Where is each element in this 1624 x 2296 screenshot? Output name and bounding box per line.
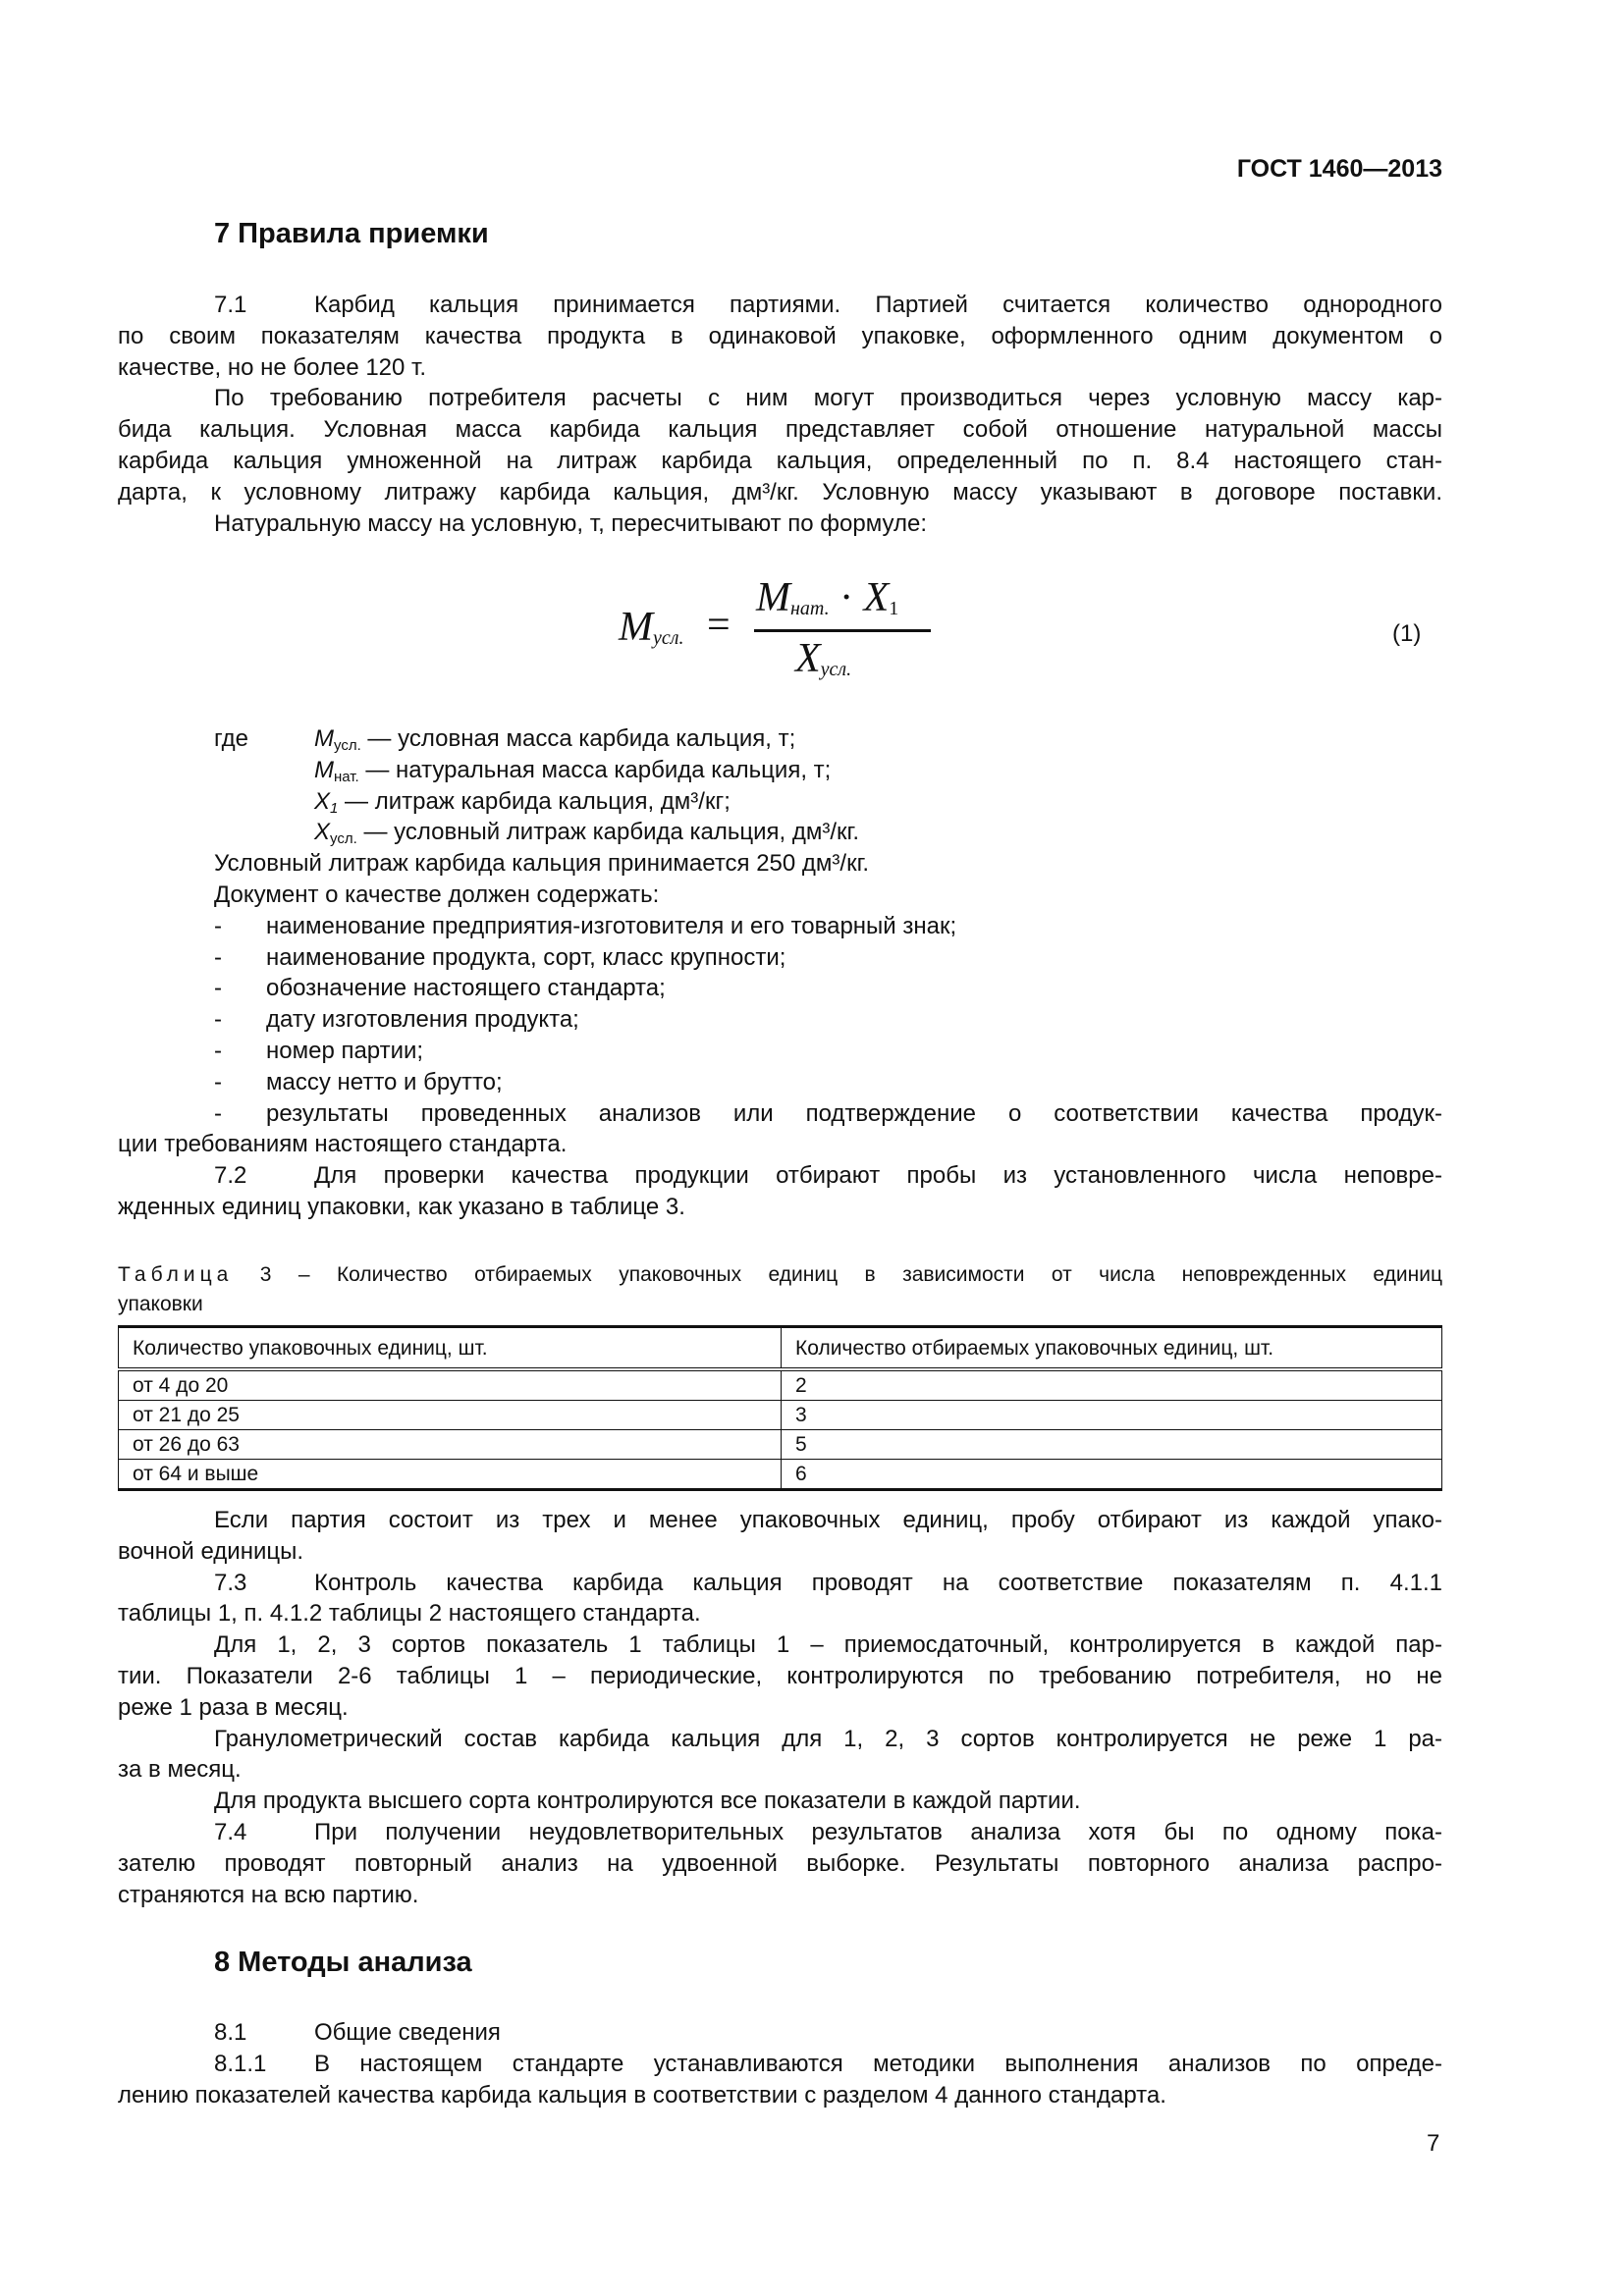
list-bullet: - bbox=[214, 1068, 222, 1095]
line-text: вочной единицы. bbox=[118, 1537, 304, 1565]
line-text: обозначение настоящего стандарта; bbox=[266, 975, 666, 1002]
table-row bbox=[119, 1460, 1442, 1490]
line-text: Условный литраж карбида кальция принимается 250 дм³/кг. bbox=[214, 850, 870, 878]
text-line bbox=[118, 1098, 1442, 1130]
text-line bbox=[118, 2080, 1442, 2111]
text-line bbox=[118, 446, 1442, 477]
clause-number: 8.1 bbox=[214, 2019, 247, 2046]
text-line bbox=[118, 1817, 1442, 1848]
text-line bbox=[118, 508, 1442, 540]
line-text: результаты проведенных анализов или подтверждение о соответствии качества продук- bbox=[266, 1099, 1442, 1127]
where-item bbox=[118, 786, 1442, 818]
formula-equals: = bbox=[707, 603, 731, 648]
text-line bbox=[118, 321, 1442, 352]
table-header-row bbox=[119, 1327, 1442, 1370]
line-text: Документ о качестве должен содержать: bbox=[214, 881, 660, 908]
text-line bbox=[118, 1754, 1442, 1786]
table-cell: 3 bbox=[782, 1401, 1442, 1430]
symbol: X bbox=[314, 819, 331, 846]
text-line bbox=[118, 477, 1442, 508]
clause-number: 7.4 bbox=[214, 1818, 247, 1845]
line-text: Для продукта высшего сорта контролируются все показатели в каждой партии. bbox=[214, 1788, 1081, 1815]
table-cell: от 4 до 20 bbox=[119, 1369, 782, 1401]
text-block-7-1 bbox=[118, 290, 1442, 539]
line-text: При получении неудовлетворительных результатов анализа хотя бы по одному пока- bbox=[314, 1818, 1442, 1845]
symbol-subscript: усл. bbox=[334, 737, 361, 754]
where-item bbox=[118, 755, 1442, 786]
line-text: Для 1, 2, 3 сортов показатель 1 таблицы 1 – приемосдаточный, контролируется в каждой пар- bbox=[214, 1631, 1442, 1659]
line-text: По требованию потребителя расчеты с ним могут производиться через условную массу кар- bbox=[214, 385, 1442, 412]
text-line bbox=[118, 1067, 1442, 1098]
text-line bbox=[118, 1505, 1442, 1536]
line-text: лению показателей качества карбида кальция в соответствии с разделом 4 данного стандарта. bbox=[118, 2081, 1166, 2109]
text-line bbox=[118, 383, 1442, 414]
text-line bbox=[118, 1786, 1442, 1817]
text-line bbox=[118, 2049, 1442, 2080]
text-line bbox=[118, 1661, 1442, 1692]
formula-lhs: $M_{усл.}$ bbox=[619, 605, 684, 650]
text-line bbox=[118, 911, 1442, 942]
line-text: качестве, но не более 120 т. bbox=[118, 353, 427, 381]
text-line bbox=[118, 414, 1442, 446]
text-line bbox=[118, 942, 1442, 974]
line-text: жденных единиц упаковки, как указано в таблице 3. bbox=[118, 1193, 685, 1220]
text-line bbox=[118, 1629, 1442, 1661]
column-header: Количество отбираемых упаковочных единиц, шт. bbox=[782, 1327, 1442, 1370]
formula-number: (1) bbox=[1392, 620, 1422, 647]
text-line bbox=[118, 1598, 1442, 1629]
symbol-subscript: 1 bbox=[330, 799, 339, 817]
text-line bbox=[118, 880, 1442, 911]
text-line bbox=[118, 1004, 1442, 1036]
line-text: наименование предприятия-изготовителя и его товарный знак; bbox=[266, 912, 957, 939]
line-text: карбида кальция умноженной на литраж карбида кальция, определенный по п. 8.4 настоящего стан- bbox=[118, 447, 1442, 474]
formula-numerator: $M_{нат.} \cdot X_1$ bbox=[756, 575, 899, 620]
text-line bbox=[118, 1192, 1442, 1223]
line-text: Для проверки качества продукции отбирают пробы из установленного числа неповре- bbox=[314, 1162, 1442, 1190]
text-line bbox=[118, 1724, 1442, 1755]
where-block bbox=[118, 723, 1442, 1223]
where-label: где bbox=[214, 725, 249, 752]
list-bullet: - bbox=[214, 1099, 222, 1127]
where-item bbox=[118, 817, 1442, 848]
formula-denominator: $X_{усл.}$ bbox=[795, 636, 852, 681]
line-text: страняются на всю партию. bbox=[118, 1881, 419, 1908]
table-row bbox=[119, 1401, 1442, 1430]
table-3 bbox=[118, 1325, 1442, 1491]
fraction-bar bbox=[754, 629, 931, 632]
line-text: дарта, к условному литражу карбида кальция, дм³/кг. Условную массу указывают в договоре поставки. bbox=[118, 478, 1442, 506]
line-text: номер партии; bbox=[266, 1037, 424, 1064]
line-text: Общие сведения bbox=[314, 2019, 501, 2046]
text-line bbox=[118, 1160, 1442, 1192]
line-text: зателю проводят повторный анализ на удвоенной выборке. Результаты повторного анализа распро- bbox=[118, 1849, 1442, 1877]
text-line bbox=[118, 848, 1442, 880]
line-text: Натуральную массу на условную, т, пересчитывают по формуле: bbox=[214, 509, 928, 537]
line-text: Если партия состоит из трех и менее упаковочных единиц, пробу отбирают из каждой упако- bbox=[214, 1507, 1442, 1533]
text-line bbox=[118, 1536, 1442, 1568]
text-block-7-2-7-4 bbox=[118, 1505, 1442, 1910]
symbol-subscript: усл. bbox=[330, 830, 357, 848]
list-bullet: - bbox=[214, 912, 222, 939]
text-line bbox=[118, 290, 1442, 321]
text-block-7-1-cont bbox=[118, 848, 1442, 1223]
line-text: за в месяц. bbox=[118, 1756, 242, 1784]
table-cell: от 21 до 25 bbox=[119, 1401, 782, 1430]
page-number: 7 bbox=[1427, 2130, 1440, 2157]
formula-1 bbox=[619, 574, 952, 702]
table-row bbox=[119, 1369, 1442, 1401]
text-line bbox=[118, 1880, 1442, 1911]
where-item bbox=[118, 723, 1442, 755]
text-line bbox=[118, 973, 1442, 1004]
text-line bbox=[118, 1036, 1442, 1067]
table-cell: от 64 и выше bbox=[119, 1460, 782, 1490]
symbol-definition: — условный литраж карбида кальция, дм³/кг. bbox=[356, 819, 860, 846]
clause-number: 7.1 bbox=[214, 292, 247, 318]
table-row bbox=[119, 1430, 1442, 1460]
text-line bbox=[118, 352, 1442, 384]
table-cell: 2 bbox=[782, 1369, 1442, 1401]
table-cell: 5 bbox=[782, 1430, 1442, 1460]
line-text: бида кальция. Условная масса карбида кальция представляет собой отношение натуральной массы bbox=[118, 416, 1442, 444]
text-block-8-1 bbox=[118, 2017, 1442, 2110]
list-bullet: - bbox=[214, 1037, 222, 1064]
line-text: по своим показателям качества продукта в одинаковой упаковке, оформленного одним документом о bbox=[118, 322, 1442, 349]
table-3-caption: Таблица 3 – Количество отбираемых упаковочных единиц в зависимости от числа неповрежденных единиц упаковки bbox=[118, 1263, 1442, 1315]
section-7-heading: 7 Правила приемки bbox=[214, 218, 489, 249]
line-text: дату изготовления продукта; bbox=[266, 1006, 579, 1034]
text-line bbox=[118, 2017, 1442, 2049]
line-text: таблицы 1, п. 4.1.2 таблицы 2 настоящего стандарта. bbox=[118, 1600, 701, 1628]
table-cell: от 26 до 63 bbox=[119, 1430, 782, 1460]
line-text: наименование продукта, сорт, класс крупности; bbox=[266, 943, 786, 971]
column-header: Количество упаковочных единиц, шт. bbox=[119, 1327, 782, 1370]
table-cell: 6 bbox=[782, 1460, 1442, 1490]
text-line bbox=[118, 1692, 1442, 1724]
line-text: массу нетто и брутто; bbox=[266, 1068, 503, 1095]
document-designation: ГОСТ 1460—2013 bbox=[1236, 155, 1442, 183]
symbol: X bbox=[314, 787, 331, 815]
text-line bbox=[118, 1848, 1442, 1880]
text-line bbox=[118, 1568, 1442, 1599]
symbol-definition: — литраж карбида кальция, дм³/кг; bbox=[338, 787, 731, 815]
list-bullet: - bbox=[214, 1006, 222, 1034]
symbol-subscript: нат. bbox=[334, 768, 359, 785]
line-text: тии. Показатели 2-6 таблицы 1 – периодические, контролируются по требованию потребителя, но не bbox=[118, 1662, 1442, 1689]
clause-number: 8.1.1 bbox=[214, 2050, 267, 2077]
line-text: Гранулометрический состав карбида кальция для 1, 2, 3 сортов контролируется не реже 1 ра- bbox=[214, 1725, 1442, 1752]
line-text: реже 1 раза в месяц. bbox=[118, 1693, 349, 1721]
line-text: ции требованиям настоящего стандарта. bbox=[118, 1131, 568, 1158]
line-text: Контроль качества карбида кальция проводят на соответствие показателям п. 4.1.1 bbox=[314, 1569, 1442, 1596]
symbol-definition: — натуральная масса карбида кальция, т; bbox=[358, 756, 832, 783]
clause-number: 7.3 bbox=[214, 1569, 247, 1596]
symbol: M bbox=[314, 756, 334, 783]
symbol: M bbox=[314, 725, 334, 752]
symbol-definition: — условная масса карбида кальция, т; bbox=[360, 725, 796, 752]
section-8-heading: 8 Методы анализа bbox=[214, 1947, 472, 1978]
line-text: В настоящем стандарте устанавливаются методики выполнения анализов по опреде- bbox=[314, 2050, 1442, 2077]
list-bullet: - bbox=[214, 943, 222, 971]
text-line bbox=[118, 1129, 1442, 1160]
clause-number: 7.2 bbox=[214, 1162, 247, 1190]
line-text: Карбид кальция принимается партиями. Партией считается количество однородного bbox=[314, 292, 1442, 318]
list-bullet: - bbox=[214, 975, 222, 1002]
